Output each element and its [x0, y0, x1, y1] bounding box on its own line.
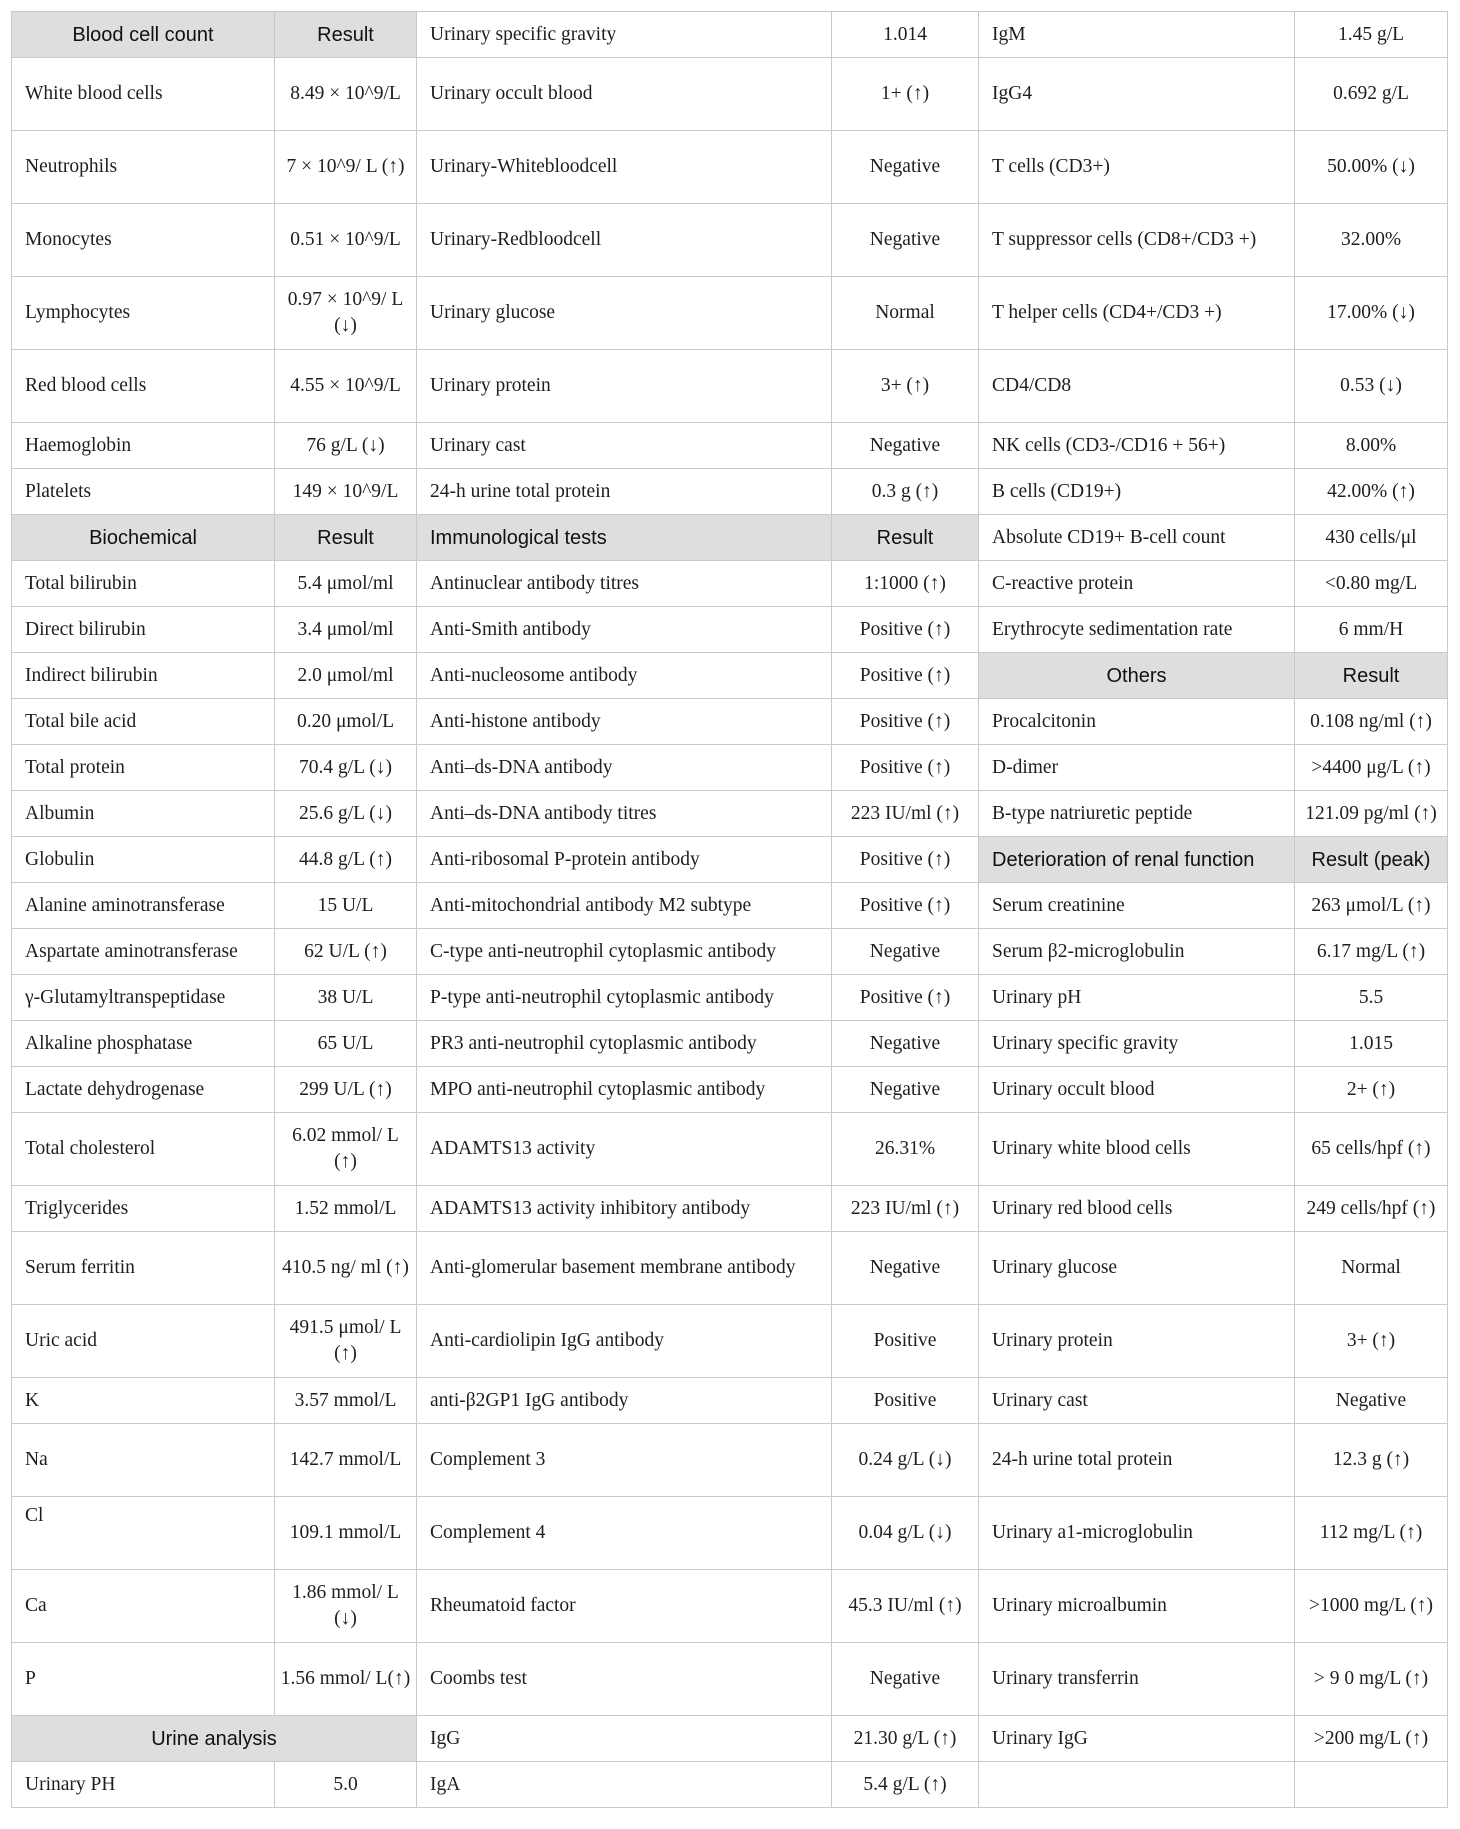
test-result-cell: >200 mg/L (↑) [1295, 1716, 1448, 1762]
test-name-cell: Urinary glucose [417, 277, 832, 350]
test-name-cell: Alanine aminotransferase [12, 883, 275, 929]
test-name-cell: CD4/CD8 [979, 350, 1295, 423]
test-name-cell: Anti-glomerular basement membrane antibody [417, 1232, 832, 1305]
test-name-cell: Anti–ds-DNA antibody [417, 745, 832, 791]
test-name-cell: 24-h urine total protein [979, 1424, 1295, 1497]
test-result-cell: 0.692 g/L [1295, 58, 1448, 131]
test-result-cell: 3+ (↑) [832, 350, 979, 423]
test-result-cell: >1000 mg/L (↑) [1295, 1570, 1448, 1643]
test-result-cell: 109.1 mmol/L [275, 1497, 417, 1570]
test-name-cell: T cells (CD3+) [979, 131, 1295, 204]
test-name-cell: Uric acid [12, 1305, 275, 1378]
lab-results-table-container [11, 11, 1448, 1808]
test-result-cell: 0.20 μmol/L [275, 699, 417, 745]
test-result-cell: 62 U/L (↑) [275, 929, 417, 975]
table-row [12, 350, 1448, 423]
table-row [12, 653, 1448, 699]
test-result-cell: 5.0 [275, 1762, 417, 1808]
test-result-cell: 430 cells/μl [1295, 515, 1448, 561]
table-row [12, 1067, 1448, 1113]
test-name-cell: B-type natriuretic peptide [979, 791, 1295, 837]
section-header-cell: Biochemical [12, 515, 275, 561]
test-result-cell: 3.4 μmol/ml [275, 607, 417, 653]
section-header-cell: Result [1295, 653, 1448, 699]
test-name-cell: Urinary microalbumin [979, 1570, 1295, 1643]
test-result-cell: 26.31% [832, 1113, 979, 1186]
test-name-cell: IgM [979, 12, 1295, 58]
test-name-cell: B cells (CD19+) [979, 469, 1295, 515]
test-result-cell: 1.56 mmol/ L(↑) [275, 1643, 417, 1716]
test-result-cell: 0.53 (↓) [1295, 350, 1448, 423]
test-result-cell: 223 IU/ml (↑) [832, 1186, 979, 1232]
test-result-cell: 249 cells/hpf (↑) [1295, 1186, 1448, 1232]
test-name-cell: Serum β2-microglobulin [979, 929, 1295, 975]
test-name-cell: Anti-histone antibody [417, 699, 832, 745]
test-result-cell: 0.51 × 10^9/L [275, 204, 417, 277]
section-header-cell: Result [832, 515, 979, 561]
test-name-cell: IgA [417, 1762, 832, 1808]
test-result-cell: 70.4 g/L (↓) [275, 745, 417, 791]
table-row [12, 469, 1448, 515]
test-result-cell: Negative [832, 1643, 979, 1716]
table-row [12, 1021, 1448, 1067]
test-result-cell: 5.4 μmol/ml [275, 561, 417, 607]
test-name-cell: Urinary a1-microglobulin [979, 1497, 1295, 1570]
table-row [12, 1305, 1448, 1378]
test-name-cell: C-reactive protein [979, 561, 1295, 607]
section-header-cell: Urine analysis [12, 1716, 417, 1762]
test-name-cell: Urinary red blood cells [979, 1186, 1295, 1232]
test-name-cell: Neutrophils [12, 131, 275, 204]
test-result-cell: 263 μmol/L (↑) [1295, 883, 1448, 929]
test-result-cell: 299 U/L (↑) [275, 1067, 417, 1113]
test-name-cell: Urinary occult blood [979, 1067, 1295, 1113]
test-name-cell: Total bile acid [12, 699, 275, 745]
test-result-cell: 0.97 × 10^9/ L (↓) [275, 277, 417, 350]
test-result-cell: 1.86 mmol/ L (↓) [275, 1570, 417, 1643]
test-result-cell: 1:1000 (↑) [832, 561, 979, 607]
test-result-cell: 223 IU/ml (↑) [832, 791, 979, 837]
table-row [12, 277, 1448, 350]
test-name-cell: Rheumatoid factor [417, 1570, 832, 1643]
test-name-cell: Direct bilirubin [12, 607, 275, 653]
test-name-cell: Urinary-Whitebloodcell [417, 131, 832, 204]
test-result-cell: 3+ (↑) [1295, 1305, 1448, 1378]
table-row [12, 1232, 1448, 1305]
table-row [12, 1113, 1448, 1186]
test-name-cell: Absolute CD19+ B-cell count [979, 515, 1295, 561]
test-result-cell: Normal [1295, 1232, 1448, 1305]
test-result-cell: 8.49 × 10^9/L [275, 58, 417, 131]
lab-results-body [12, 12, 1448, 1808]
section-header-cell: Deterioration of renal function [979, 837, 1295, 883]
test-name-cell: White blood cells [12, 58, 275, 131]
test-name-cell: Globulin [12, 837, 275, 883]
test-name-cell: P-type anti-neutrophil cytoplasmic antibody [417, 975, 832, 1021]
table-row [12, 791, 1448, 837]
test-result-cell: Negative [832, 1067, 979, 1113]
table-row [12, 515, 1448, 561]
test-result-cell: Negative [832, 1021, 979, 1067]
test-result-cell: Positive (↑) [832, 883, 979, 929]
test-result-cell: 5.5 [1295, 975, 1448, 1021]
table-row [12, 1570, 1448, 1643]
test-result-cell: 42.00% (↑) [1295, 469, 1448, 515]
test-result-cell: Negative [832, 929, 979, 975]
test-name-cell: Monocytes [12, 204, 275, 277]
table-row [12, 561, 1448, 607]
test-result-cell: 44.8 g/L (↑) [275, 837, 417, 883]
test-name-cell: P [12, 1643, 275, 1716]
test-result-cell: 17.00% (↓) [1295, 277, 1448, 350]
test-name-cell: ADAMTS13 activity [417, 1113, 832, 1186]
test-name-cell: Urinary protein [417, 350, 832, 423]
test-name-cell: ADAMTS13 activity inhibitory antibody [417, 1186, 832, 1232]
test-result-cell: 7 × 10^9/ L (↑) [275, 131, 417, 204]
table-row [12, 204, 1448, 277]
test-result-cell: Normal [832, 277, 979, 350]
section-header-cell: Result [275, 515, 417, 561]
test-name-cell: Total protein [12, 745, 275, 791]
test-name-cell: Urinary protein [979, 1305, 1295, 1378]
test-name-cell: Urinary cast [979, 1378, 1295, 1424]
table-row [12, 607, 1448, 653]
test-result-cell: 8.00% [1295, 423, 1448, 469]
test-name-cell: T suppressor cells (CD8+/CD3 +) [979, 204, 1295, 277]
test-name-cell: Urinary glucose [979, 1232, 1295, 1305]
test-result-cell: > 9 0 mg/L (↑) [1295, 1643, 1448, 1716]
test-result-cell: 65 cells/hpf (↑) [1295, 1113, 1448, 1186]
test-name-cell: Total cholesterol [12, 1113, 275, 1186]
test-name-cell: Serum creatinine [979, 883, 1295, 929]
test-result-cell: Positive (↑) [832, 699, 979, 745]
test-name-cell: Na [12, 1424, 275, 1497]
test-name-cell: IgG4 [979, 58, 1295, 131]
test-name-cell: Red blood cells [12, 350, 275, 423]
test-name-cell: Urinary-Redbloodcell [417, 204, 832, 277]
test-result-cell: Positive (↑) [832, 975, 979, 1021]
table-row [12, 975, 1448, 1021]
test-name-cell: Urinary transferrin [979, 1643, 1295, 1716]
test-result-cell: Negative [832, 423, 979, 469]
test-result-cell: Negative [832, 131, 979, 204]
test-name-cell: D-dimer [979, 745, 1295, 791]
table-row [12, 745, 1448, 791]
table-row [12, 1497, 1448, 1570]
test-result-cell: 5.4 g/L (↑) [832, 1762, 979, 1808]
test-result-cell: 1.014 [832, 12, 979, 58]
test-result-cell: 2.0 μmol/ml [275, 653, 417, 699]
test-result-cell: 1.52 mmol/L [275, 1186, 417, 1232]
section-header-cell: Blood cell count [12, 12, 275, 58]
test-name-cell: Urinary specific gravity [417, 12, 832, 58]
test-name-cell: Anti-cardiolipin IgG antibody [417, 1305, 832, 1378]
test-result-cell: 112 mg/L (↑) [1295, 1497, 1448, 1570]
test-name-cell: Total bilirubin [12, 561, 275, 607]
test-result-cell: 65 U/L [275, 1021, 417, 1067]
test-result-cell: Positive [832, 1305, 979, 1378]
section-header-cell: Immunological tests [417, 515, 832, 561]
test-name-cell [979, 1762, 1295, 1808]
test-name-cell: Urinary occult blood [417, 58, 832, 131]
test-result-cell: 121.09 pg/ml (↑) [1295, 791, 1448, 837]
test-result-cell: 38 U/L [275, 975, 417, 1021]
test-result-cell: 0.04 g/L (↓) [832, 1497, 979, 1570]
test-result-cell: 6 mm/H [1295, 607, 1448, 653]
test-name-cell: Urinary specific gravity [979, 1021, 1295, 1067]
test-name-cell: Lymphocytes [12, 277, 275, 350]
section-header-cell: Result (peak) [1295, 837, 1448, 883]
test-name-cell: Urinary IgG [979, 1716, 1295, 1762]
test-result-cell: Negative [832, 204, 979, 277]
test-name-cell: C-type anti-neutrophil cytoplasmic antibody [417, 929, 832, 975]
lab-results-table [11, 11, 1448, 1808]
test-result-cell: 50.00% (↓) [1295, 131, 1448, 204]
test-name-cell: Ca [12, 1570, 275, 1643]
table-row [12, 699, 1448, 745]
test-result-cell: 2+ (↑) [1295, 1067, 1448, 1113]
test-name-cell: Serum ferritin [12, 1232, 275, 1305]
test-result-cell: 0.24 g/L (↓) [832, 1424, 979, 1497]
test-result-cell: 491.5 μmol/ L (↑) [275, 1305, 417, 1378]
table-row [12, 1643, 1448, 1716]
test-name-cell: Anti-Smith antibody [417, 607, 832, 653]
test-name-cell: Albumin [12, 791, 275, 837]
test-result-cell: 0.108 ng/ml (↑) [1295, 699, 1448, 745]
table-row [12, 1716, 1448, 1762]
test-name-cell: Triglycerides [12, 1186, 275, 1232]
test-name-cell: 24-h urine total protein [417, 469, 832, 515]
test-name-cell: PR3 anti-neutrophil cytoplasmic antibody [417, 1021, 832, 1067]
test-name-cell: Antinuclear antibody titres [417, 561, 832, 607]
test-name-cell: Complement 3 [417, 1424, 832, 1497]
test-name-cell: Lactate dehydrogenase [12, 1067, 275, 1113]
table-row [12, 12, 1448, 58]
test-result-cell: 1.45 g/L [1295, 12, 1448, 58]
test-name-cell: NK cells (CD3-/CD16 + 56+) [979, 423, 1295, 469]
table-row [12, 1378, 1448, 1424]
test-result-cell: 15 U/L [275, 883, 417, 929]
test-result-cell: Negative [832, 1232, 979, 1305]
test-result-cell: 76 g/L (↓) [275, 423, 417, 469]
table-row [12, 423, 1448, 469]
test-result-cell: 4.55 × 10^9/L [275, 350, 417, 423]
test-name-cell: Urinary pH [979, 975, 1295, 1021]
table-row [12, 1762, 1448, 1808]
test-name-cell: anti-β2GP1 IgG antibody [417, 1378, 832, 1424]
test-name-cell: MPO anti-neutrophil cytoplasmic antibody [417, 1067, 832, 1113]
test-name-cell: Anti-nucleosome antibody [417, 653, 832, 699]
test-name-cell: T helper cells (CD4+/CD3 +) [979, 277, 1295, 350]
test-name-cell: Anti-ribosomal P-protein antibody [417, 837, 832, 883]
test-result-cell: 6.02 mmol/ L (↑) [275, 1113, 417, 1186]
table-row [12, 837, 1448, 883]
test-name-cell: Alkaline phosphatase [12, 1021, 275, 1067]
test-result-cell: 0.3 g (↑) [832, 469, 979, 515]
test-name-cell: Anti–ds-DNA antibody titres [417, 791, 832, 837]
test-result-cell: 1+ (↑) [832, 58, 979, 131]
test-result-cell: Positive (↑) [832, 745, 979, 791]
table-row [12, 1186, 1448, 1232]
table-row [12, 131, 1448, 204]
test-name-cell: K [12, 1378, 275, 1424]
test-result-cell: 21.30 g/L (↑) [832, 1716, 979, 1762]
test-name-cell: Procalcitonin [979, 699, 1295, 745]
test-result-cell: 25.6 g/L (↓) [275, 791, 417, 837]
test-result-cell: Positive (↑) [832, 607, 979, 653]
test-result-cell: 1.015 [1295, 1021, 1448, 1067]
test-result-cell: Positive (↑) [832, 653, 979, 699]
table-row [12, 929, 1448, 975]
test-name-cell: Indirect bilirubin [12, 653, 275, 699]
test-result-cell: >4400 μg/L (↑) [1295, 745, 1448, 791]
test-name-cell: Complement 4 [417, 1497, 832, 1570]
test-name-cell: Haemoglobin [12, 423, 275, 469]
test-name-cell: Coombs test [417, 1643, 832, 1716]
test-name-cell: Erythrocyte sedimentation rate [979, 607, 1295, 653]
test-result-cell: 3.57 mmol/L [275, 1378, 417, 1424]
test-result-cell: 45.3 IU/ml (↑) [832, 1570, 979, 1643]
section-header-cell: Result [275, 12, 417, 58]
test-result-cell: 12.3 g (↑) [1295, 1424, 1448, 1497]
test-result-cell: 142.7 mmol/L [275, 1424, 417, 1497]
test-name-cell: Cl [12, 1497, 275, 1570]
test-result-cell [1295, 1762, 1448, 1808]
test-result-cell: 410.5 ng/ ml (↑) [275, 1232, 417, 1305]
test-result-cell: Positive (↑) [832, 837, 979, 883]
table-row [12, 883, 1448, 929]
table-row [12, 58, 1448, 131]
test-name-cell: Urinary cast [417, 423, 832, 469]
test-name-cell: Anti-mitochondrial antibody M2 subtype [417, 883, 832, 929]
test-result-cell: 149 × 10^9/L [275, 469, 417, 515]
test-name-cell: Urinary PH [12, 1762, 275, 1808]
test-result-cell: 6.17 mg/L (↑) [1295, 929, 1448, 975]
table-row [12, 1424, 1448, 1497]
test-name-cell: Platelets [12, 469, 275, 515]
test-name-cell: γ-Glutamyltranspeptidase [12, 975, 275, 1021]
test-result-cell: 32.00% [1295, 204, 1448, 277]
test-result-cell: Negative [1295, 1378, 1448, 1424]
test-result-cell: Positive [832, 1378, 979, 1424]
section-header-cell: Others [979, 653, 1295, 699]
test-name-cell: Urinary white blood cells [979, 1113, 1295, 1186]
test-name-cell: Aspartate aminotransferase [12, 929, 275, 975]
test-name-cell: IgG [417, 1716, 832, 1762]
test-result-cell: <0.80 mg/L [1295, 561, 1448, 607]
